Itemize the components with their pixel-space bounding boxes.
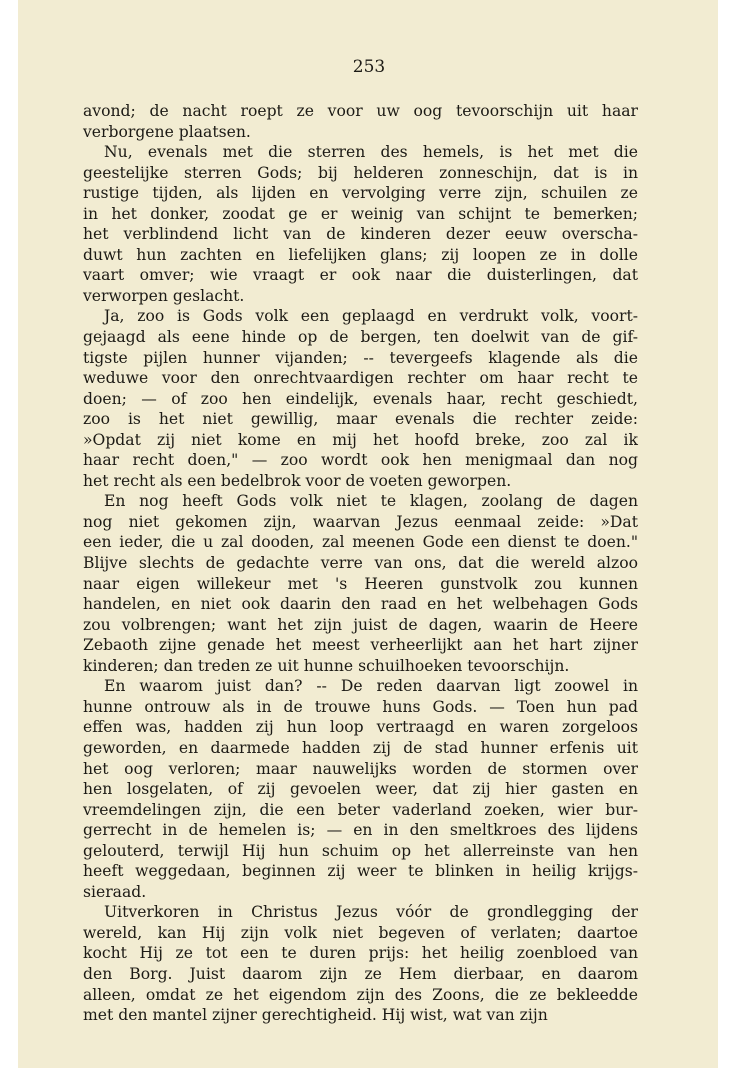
- text-line: gerrecht in de hemelen is; — en in den smeltkroes des lijdens: [83, 821, 638, 840]
- text-line: »Opdat zij niet kome en mij het hoofd breke, zoo zal ik: [83, 430, 638, 449]
- text-line: verborgene plaatsen.: [83, 122, 251, 141]
- text-line: het recht als een bedelbrok voor de voeten geworpen.: [83, 471, 512, 490]
- text-line: haar recht doen," — zoo wordt ook hen menigmaal dan nog: [83, 451, 638, 470]
- text-line: zou volbrengen; want het zijn juist de dagen, waarin de Heere: [83, 615, 638, 634]
- text-line: vreemdelingen zijn, die een beter vaderland zoeken, wier bur-: [83, 800, 638, 819]
- text-line: tigste pijlen hunner vijanden; -- tevergeefs klagende als die: [83, 348, 638, 367]
- text-line: met den mantel zijner gerechtigheid. Hij wist, wat van zijn: [83, 1006, 548, 1025]
- text-line: Nu, evenals met die sterren des hemels, is het met die: [104, 143, 638, 162]
- text-line: handelen, en niet ook daarin den raad en het welbehagen Gods: [83, 595, 638, 614]
- text-line: hunne ontrouw als in de trouwe huns Gods. — Toen hun pad: [83, 697, 638, 716]
- text-line: gejaagd als eene hinde op de bergen, ten doelwit van de gif-: [83, 328, 638, 347]
- text-line: Zebaoth zijne genade het meest verheerlijkt aan het hart zijner: [83, 636, 638, 655]
- text-line: nog niet gekomen zijn, waarvan Jezus eenmaal zeide: »Dat: [83, 512, 638, 531]
- text-line: in het donker, zoodat ge er weinig van schijnt te bemerken;: [83, 204, 638, 223]
- text-line: doen; — of zoo hen eindelijk, evenals haar, recht geschiedt,: [83, 389, 638, 408]
- text-line: duwt hun zachten en liefelijken glans; zij loopen ze in dolle: [83, 245, 638, 264]
- text-line: geworden, en daarmede hadden zij de stad hunner erfenis uit: [83, 738, 638, 757]
- text-line: vaart omver; wie vraagt er ook naar die duisterlingen, dat: [83, 266, 638, 285]
- text-line: Ja, zoo is Gods volk een geplaagd en verdrukt volk, voort-: [104, 307, 638, 326]
- text-line: het oog verloren; maar nauwelijks worden de stormen over: [83, 759, 638, 778]
- text-line: heeft weggedaan, beginnen zij weer te blinken in heilig krijgs-: [83, 862, 638, 881]
- text-line: alleen, omdat ze het eigendom zijn des Zoons, die ze bekleedde: [83, 985, 638, 1004]
- text-line: hen losgelaten, of zij gevoelen weer, dat zij hier gasten en: [83, 780, 638, 799]
- text-line: den Borg. Juist daarom zijn ze Hem dierbaar, en daarom: [83, 964, 638, 983]
- text-line: het verblindend licht van de kinderen dezer eeuw overscha-: [83, 225, 638, 244]
- text-line: En nog heeft Gods volk niet te klagen, zoolang de dagen: [104, 492, 638, 511]
- text-line: geestelijke sterren Gods; bij helderen zonneschijn, dat is in: [83, 163, 638, 182]
- text-line: wereld, kan Hij zijn volk niet begeven of verlaten; daartoe: [83, 923, 638, 942]
- text-line: rustige tijden, als lijden en vervolging verre zijn, schuilen ze: [83, 184, 638, 203]
- text-line: kinderen; dan treden ze uit hunne schuilhoeken tevoorschijn.: [83, 656, 570, 675]
- text-line: En waarom juist dan? -- De reden daarvan ligt zoowel in: [104, 677, 638, 696]
- body-text: [83, 101, 638, 1026]
- page-number: 253: [352, 57, 386, 77]
- text-line: weduwe voor den onrechtvaardigen rechter om haar recht te: [83, 369, 638, 388]
- text-line: een ieder, die u zal dooden, zal meenen Gode een dienst te doen.": [83, 533, 638, 552]
- text-line: Blijve slechts de gedachte verre van ons, dat die wereld alzoo: [83, 554, 638, 573]
- text-line: naar eigen willekeur met 's Heeren gunstvolk zou kunnen: [83, 574, 638, 593]
- text-line: gelouterd, terwijl Hij hun schuim op het allerreinste van hen: [83, 841, 638, 860]
- text-line: avond; de nacht roept ze voor uw oog tevoorschijn uit haar: [83, 102, 638, 120]
- text-line: kocht Hij ze tot een te duren prijs: het heilig zoenbloed van: [83, 944, 638, 963]
- text-line: verworpen geslacht.: [83, 286, 245, 305]
- text-line: sieraad.: [83, 882, 147, 901]
- text-line: zoo is het niet gewillig, maar evenals die rechter zeide:: [83, 410, 638, 429]
- text-line: Uitverkoren in Christus Jezus vóór de grondlegging der: [104, 903, 638, 922]
- text-line: effen was, hadden zij hun loop vertraagd en waren zorgeloos: [83, 718, 638, 737]
